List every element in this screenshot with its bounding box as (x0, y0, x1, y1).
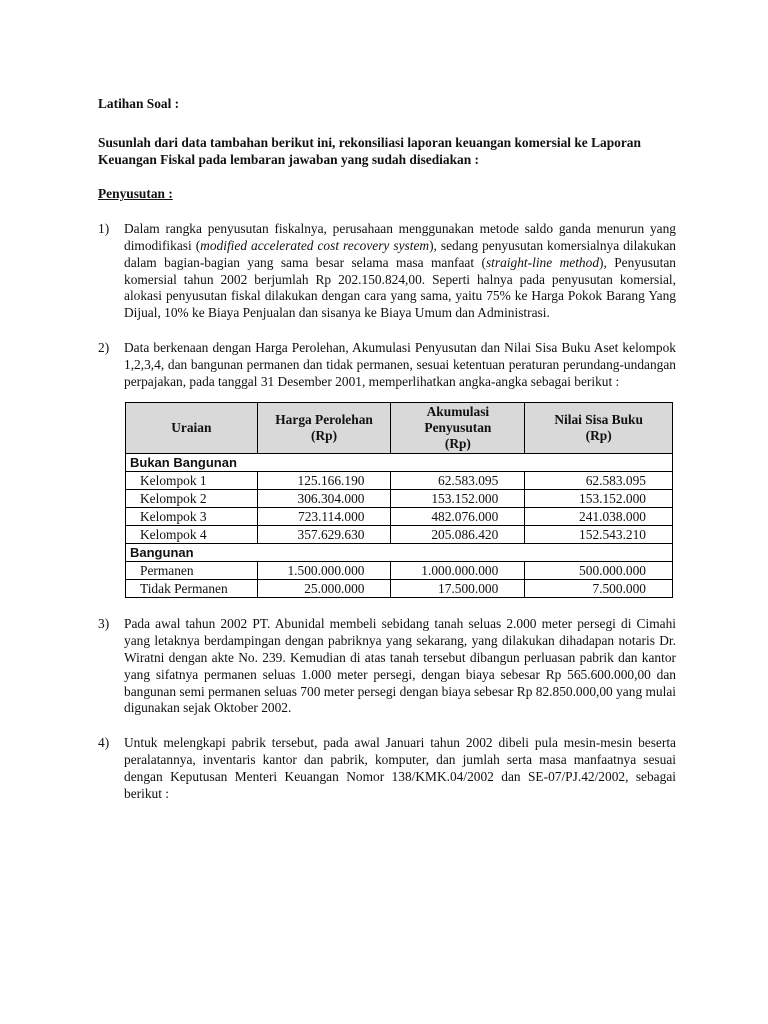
table-row (126, 580, 673, 598)
table-group-row (126, 544, 673, 562)
table-group-row (126, 454, 673, 472)
cell-harga: 125.166.190 (257, 472, 391, 490)
section-heading: Penyusutan : (98, 186, 173, 202)
document-title: Latihan Soal : (98, 96, 180, 111)
table-row (126, 508, 673, 526)
cell-akumulasi: 205.086.420 (391, 526, 525, 544)
row-label: Kelompok 1 (126, 472, 258, 490)
item-number: 2) (98, 339, 110, 355)
cell-nilai: 241.038.000 (525, 508, 673, 526)
header-nilai-sisa-buku: Nilai Sisa Buku (Rp) (525, 403, 673, 454)
header-uraian: Uraian (126, 403, 258, 454)
item-number: 3) (98, 616, 110, 632)
cell-akumulasi: 153.152.000 (391, 490, 525, 508)
cell-harga: 1.500.000.000 (257, 562, 391, 580)
group-label: Bukan Bangunan (126, 454, 673, 472)
cell-nilai: 153.152.000 (525, 490, 673, 508)
cell-nilai: 152.543.210 (525, 526, 673, 544)
table-row (126, 526, 673, 544)
document-page (98, 96, 676, 802)
group-label: Bangunan (126, 544, 673, 562)
item-number: 1) (98, 221, 110, 237)
list-item (98, 735, 676, 802)
table-header-row (126, 403, 673, 454)
header-harga-perolehan: Harga Perolehan (Rp) (257, 403, 391, 454)
table-row (126, 472, 673, 490)
cell-harga: 723.114.000 (257, 508, 391, 526)
item-text: Dalam rangka penyusutan fiskalnya, perusahaan menggunakan metode saldo ganda menurun yang dimodifikasi (modified accelerated cost recovery system), sedang penyusutan komersialnya dilakukan dalam bagian-bagian yang sama besar selama masa manfaat (straight-line method), Penyusutan komersial tahun 2002 berjumlah Rp 202.150.824,00. Seperti halnya pada penyusutan komersial, alokasi penyusutan fiskal dilakukan dengan cara yang sama, yaitu 75% ke Harga Pokok Barang Yang Dijual, 10% ke Biaya Penjualan dan sisanya ke Biaya Umum dan Administrasi. (124, 221, 676, 321)
cell-harga: 357.629.630 (257, 526, 391, 544)
row-label: Tidak Permanen (126, 580, 258, 598)
row-label: Kelompok 3 (126, 508, 258, 526)
table-row (126, 490, 673, 508)
cell-akumulasi: 62.583.095 (391, 472, 525, 490)
item-text: Untuk melengkapi pabrik tersebut, pada awal Januari tahun 2002 dibeli pula mesin-mesin beserta peralatannya, inventaris kantor dan pabrik, komputer, dan jumlah serta masa manfaatnya sesuai dengan Keputusan Menteri Keuangan Nomor 138/KMK.04/2002 dan SE-07/PJ.42/2002, sebagai berikut : (124, 735, 676, 801)
table-row (126, 562, 673, 580)
cell-akumulasi: 17.500.000 (391, 580, 525, 598)
row-label: Kelompok 4 (126, 526, 258, 544)
cell-harga: 306.304.000 (257, 490, 391, 508)
item-text: Pada awal tahun 2002 PT. Abunidal membeli sebidang tanah seluas 2.000 meter persegi di Cimahi yang letaknya berdampingan dengan pabriknya yang sekarang, yang dilakukan dihadapan notaris Dr. Wiratni dengan akte No. 239. Kemudian di atas tanah tersebut dibangun perluasan pabrik dan kantor yang sifatnya permanen seluas 1.000 meter persegi, dengan biaya sebesar Rp 565.600.000,00 dan bangunan semi permanen seluas 700 meter persegi dengan biaya sebesar Rp 82.850.000,00 yang mulai digunakan sejak Oktober 2002. (124, 616, 676, 716)
item-number: 4) (98, 735, 110, 751)
asset-table (125, 402, 673, 598)
cell-akumulasi: 1.000.000.000 (391, 562, 525, 580)
row-label: Kelompok 2 (126, 490, 258, 508)
list-item (98, 340, 676, 390)
cell-nilai: 500.000.000 (525, 562, 673, 580)
row-label: Permanen (126, 562, 258, 580)
cell-nilai: 62.583.095 (525, 472, 673, 490)
item-text: Data berkenaan dengan Harga Perolehan, Akumulasi Penyusutan dan Nilai Sisa Buku Aset kelompok 1,2,3,4, dan bangunan permanen dan tidak permanen, sesuai ketentuan peraturan perundang-undangan perpajakan, pada tanggal 31 Desember 2001, memperlihatkan angka-angka sebagai berikut : (124, 339, 676, 389)
list-item (98, 616, 676, 717)
cell-harga: 25.000.000 (257, 580, 391, 598)
cell-akumulasi: 482.076.000 (391, 508, 525, 526)
header-akumulasi-penyusutan: Akumulasi Penyusutan (Rp) (391, 403, 525, 454)
list-item (98, 221, 676, 322)
instruction-paragraph: Susunlah dari data tambahan berikut ini, rekonsiliasi laporan keuangan komersial ke Laporan Keuangan Fiskal pada lembaran jawaban yang sudah disediakan : (98, 134, 641, 167)
cell-nilai: 7.500.000 (525, 580, 673, 598)
